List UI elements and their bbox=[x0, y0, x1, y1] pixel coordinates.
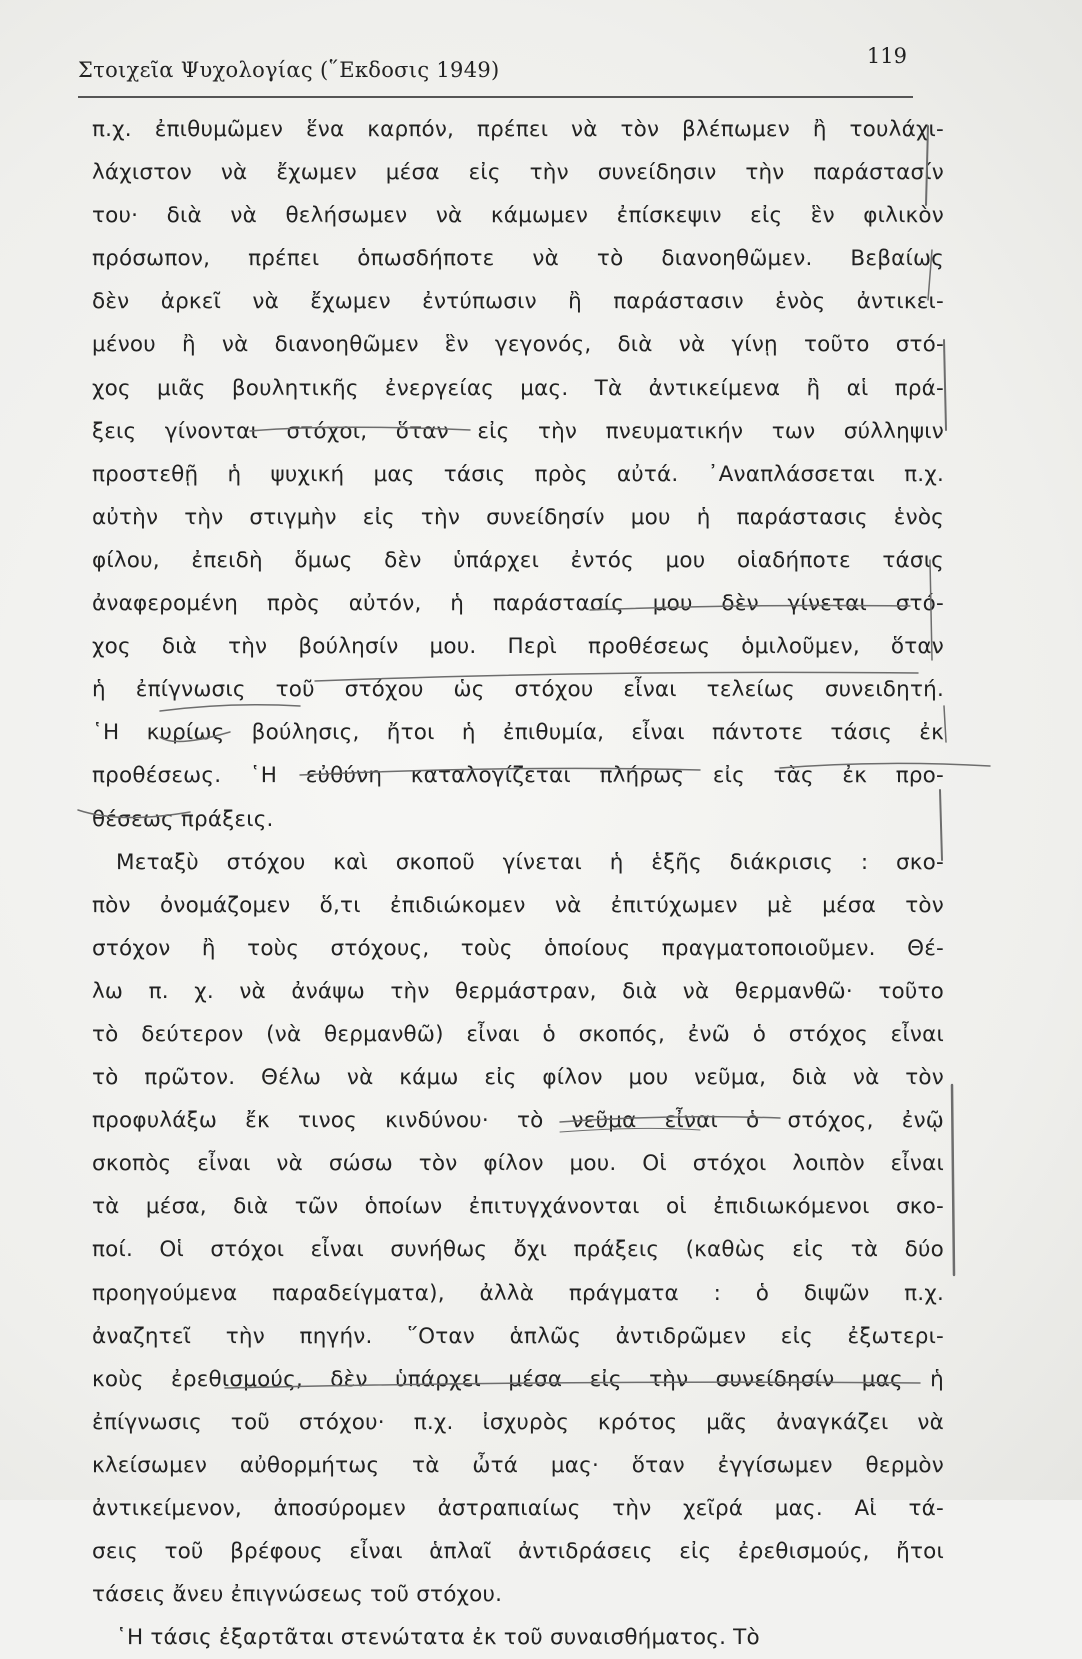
page-number: 119 bbox=[866, 44, 907, 68]
text-line: κοὺς ἐρεθισμούς, δὲν ὑπάρχει μέσα εἰς τὴν συνείδησίν μας ἡ bbox=[92, 1366, 944, 1392]
text-line: αὐτὴν τὴν στιγμὴν εἰς τὴν συνείδησίν μου ἡ παράστασις ἑνὸς bbox=[92, 504, 944, 530]
margin-bracket-line bbox=[944, 340, 946, 430]
text-line: ῾Η τάσις ἐξαρτᾶται στενώτατα ἐκ τοῦ συναισθήματος. Τὸ bbox=[116, 1625, 760, 1651]
text-line: τάσεις ἄνευ ἐπιγνώσεως τοῦ στόχου. bbox=[92, 1582, 503, 1608]
text-line: ἀναζητεῖ τὴν πηγήν. ῞Οταν ἁπλῶς ἀντιδρῶμεν εἰς ἐξωτερι- bbox=[92, 1323, 944, 1349]
text-line: χος μιᾶς βουλητικῆς ἐνεργείας μας. Τὰ ἀντικείμενα ἢ αἱ πρά- bbox=[92, 375, 944, 401]
text-line: π.χ. ἐπιθυμῶμεν ἕνα καρπόν, πρέπει νὰ τὸν βλέπωμεν ἢ τουλάχι- bbox=[92, 117, 944, 142]
page-header bbox=[78, 40, 913, 98]
text-line: λω π. χ. νὰ ἀνάψω τὴν θερμάστραν, διὰ νὰ θερμανθῶ· τοῦτο bbox=[92, 978, 944, 1004]
text-line: ἀντικείμενον, ἀποσύρομεν ἀστραπιαίως τὴν χεῖρά μας. Αἱ τά- bbox=[92, 1496, 944, 1521]
text-line: θέσεως πράξεις. bbox=[92, 806, 274, 832]
text-line: ἐπίγνωσις τοῦ στόχου· π.χ. ἰσχυρὸς κρότος μᾶς ἀναγκάζει νὰ bbox=[92, 1409, 944, 1435]
text-line: μένου ἢ νὰ διανοηθῶμεν ἓν γεγονός, διὰ νὰ γίνῃ τοῦτο στό- bbox=[92, 332, 944, 358]
text-line: Μεταξὺ στόχου καὶ σκοποῦ γίνεται ἡ ἑξῆς διάκρισις : σκο- bbox=[116, 849, 944, 875]
text-line: πὸν ὀνομάζομεν ὅ,τι ἐπιδιώκομεν νὰ ἐπιτύχωμεν μὲ μέσα τὸν bbox=[92, 892, 944, 918]
text-line: προηγούμενα παραδείγματα), ἀλλὰ πράγματα : ὁ διψῶν π.χ. bbox=[92, 1280, 944, 1306]
text-line: προθέσεως. ῾Η εὐθύνη καταλογίζεται πλήρως εἰς τὰς ἐκ προ- bbox=[92, 763, 944, 789]
text-line: δὲν ἀρκεῖ νὰ ἔχωμεν ἐντύπωσιν ἢ παράστασιν ἑνὸς ἀντικει- bbox=[92, 289, 944, 315]
text-line: ξεις γίνονται στόχοι, ὅταν εἰς τὴν πνευματικήν των σύλληψιν bbox=[92, 418, 944, 444]
text-line: τὸ δεύτερον (νὰ θερμανθῶ) εἶναι ὁ σκοπός, ἐνῶ ὁ στόχος εἶναι bbox=[92, 1021, 944, 1047]
text-line: τὰ μέσα, διὰ τῶν ὁποίων ἐπιτυγχάνονται οἱ ἐπιδιωκόμενοι σκο- bbox=[92, 1194, 944, 1220]
text-line: κλείσωμεν αὐθορμήτως τὰ ὦτά μας· ὅταν ἐγγίσωμεν θερμὸν bbox=[92, 1452, 944, 1478]
text-line: ποί. Οἱ στόχοι εἶναι συνήθως ὄχι πράξεις (καθὼς εἰς τὰ δύο bbox=[92, 1237, 944, 1263]
text-line: ἡ ἐπίγνωσις τοῦ στόχου ὡς στόχου εἶναι τελείως συνειδητή. bbox=[92, 677, 944, 703]
text-line: τὸ πρῶτον. Θέλω νὰ κάμω εἰς φίλον μου νεῦμα, διὰ νὰ τὸν bbox=[92, 1065, 944, 1091]
text-line: στόχον ἢ τοὺς στόχους, τοὺς ὁποίους πραγματοποιοῦμεν. Θέ- bbox=[92, 935, 944, 961]
text-line: του· διὰ νὰ θελήσωμεν νὰ κάμωμεν ἐπίσκεψιν εἰς ἓν φιλικὸν bbox=[92, 203, 944, 229]
text-line: σεις τοῦ βρέφους εἶναι ἁπλαῖ ἀντιδράσεις εἰς ἐρεθισμούς, ἤτοι bbox=[92, 1539, 944, 1565]
margin-bracket-line bbox=[944, 706, 946, 742]
body-text bbox=[92, 108, 944, 1659]
text-line: πρόσωπον, πρέπει ὁπωσδήποτε νὰ τὸ διανοηθῶμεν. Βεβαίως bbox=[92, 246, 944, 272]
text-line: σκοπὸς εἶναι νὰ σώσω τὸν φίλον μου. Οἱ στόχοι λοιπὸν εἶναι bbox=[92, 1151, 944, 1177]
margin-bracket-line bbox=[952, 1085, 954, 1275]
text-line: προστεθῇ ἡ ψυχική μας τάσις πρὸς αὐτά. ᾿Αναπλάσσεται π.χ. bbox=[92, 461, 944, 487]
text-line: ῾Η κυρίως βούλησις, ἤτοι ἡ ἐπιθυμία, εἶναι πάντοτε τάσις ἐκ bbox=[92, 720, 944, 746]
text-line: φίλου, ἐπειδὴ ὅμως δὲν ὑπάρχει ἐντός μου οἱαδήποτε τάσις bbox=[92, 547, 944, 573]
text-line: λάχιστον νὰ ἔχωμεν μέσα εἰς τὴν συνείδησιν τὴν παράστασίν bbox=[92, 160, 944, 186]
text-line: προφυλάξω ἔκ τινος κινδύνου· τὸ νεῦμα εἶναι ὁ στόχος, ἐνῷ bbox=[92, 1108, 944, 1134]
text-line: ἀναφερομένη πρὸς αὐτόν, ἡ παράστασίς μου δὲν γίνεται στό- bbox=[92, 591, 944, 617]
running-title: Στοιχεῖα Ψυχολογίας (῞Εκδοσις 1949) bbox=[78, 58, 500, 82]
text-line: χος διὰ τὴν βούλησίν μου. Περὶ προθέσεως ὁμιλοῦμεν, ὅταν bbox=[92, 634, 944, 660]
